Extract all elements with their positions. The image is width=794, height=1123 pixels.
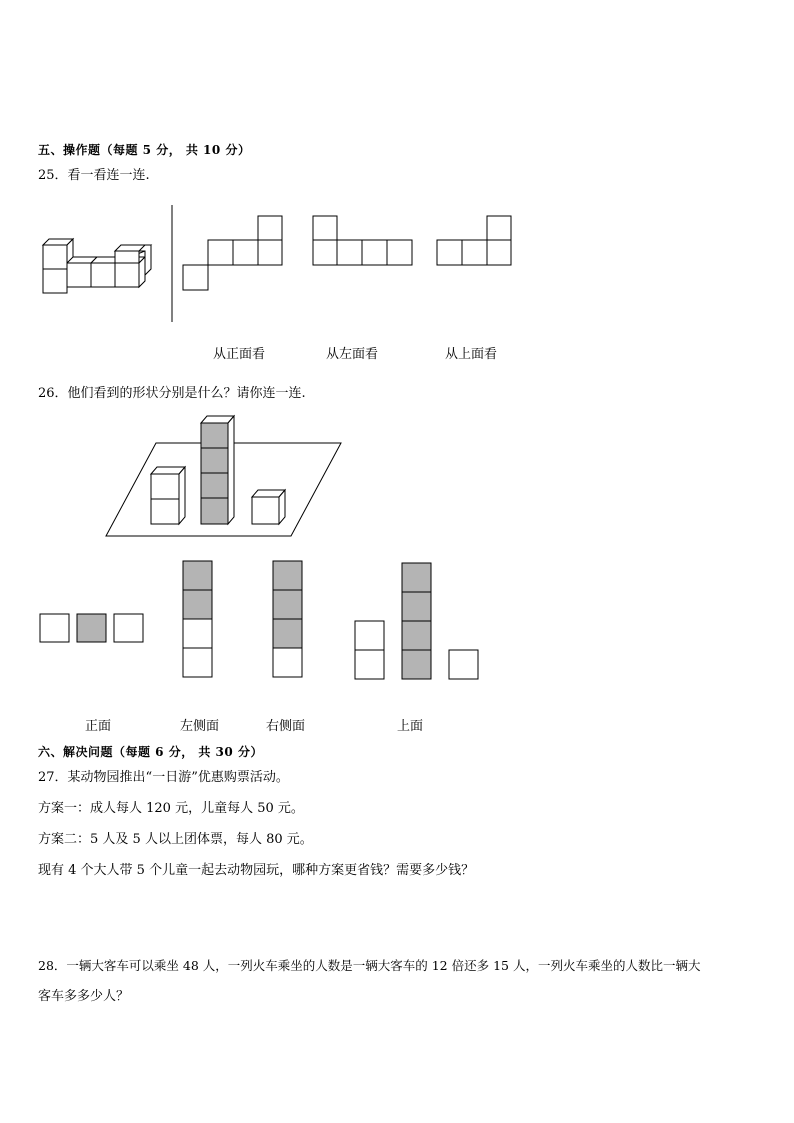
q28-line1: 28．一辆大客车可以乘坐 48 人，一列火车乘坐的人数是一辆大客车的 12 倍还多 15 人，一列火车乘坐的人数比一辆大 xyxy=(38,958,701,973)
q27-line3: 方案二：5 人及 5 人以上团体票，每人 80 元。 xyxy=(38,832,313,847)
q25-label-top: 从上面看 xyxy=(445,347,498,362)
q26-option-4 xyxy=(355,563,478,679)
section5-heading: 五、操作题（每题 5 分， 共 10 分） xyxy=(38,143,251,157)
q25-label-left: 从左面看 xyxy=(326,347,379,362)
q25-view-2 xyxy=(313,216,412,265)
q26-prompt: 26．他们看到的形状分别是什么？请你连一连. xyxy=(38,386,306,401)
q27-line2: 方案一：成人每人 120 元，儿童每人 50 元。 xyxy=(38,801,304,816)
q27-line1: 27．某动物园推出“一日游”优惠购票活动。 xyxy=(38,770,289,785)
q26-scene xyxy=(106,416,341,536)
q27-line4: 现有 4 个大人带 5 个儿童一起去动物园玩，哪种方案更省钱？需要多少钱？ xyxy=(38,863,475,878)
q26-label-top: 上面 xyxy=(397,719,424,734)
q25-prompt: 25．看一看连一连. xyxy=(38,168,150,183)
q26-label-left-side: 左侧面 xyxy=(180,719,220,734)
q25-solid-figure xyxy=(43,239,151,293)
q26-option-1 xyxy=(40,614,143,642)
q28-line2: 客车多多少人？ xyxy=(38,989,130,1004)
section6-heading: 六、解决问题（每题 6 分， 共 30 分） xyxy=(38,745,263,759)
q26-label-right-side: 右侧面 xyxy=(266,719,306,734)
q25-view-1 xyxy=(183,216,282,290)
q26-label-front: 正面 xyxy=(85,719,112,734)
q26-option-2 xyxy=(183,561,212,677)
q25-view-3 xyxy=(437,216,511,265)
q25-label-front: 从正面看 xyxy=(213,347,266,362)
q26-option-3 xyxy=(273,561,302,677)
